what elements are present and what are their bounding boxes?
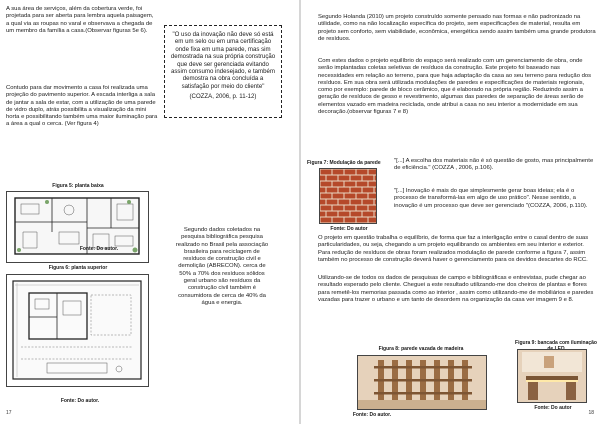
brick	[327, 188, 338, 193]
right-paragraph-3: O projeto em questão trabalha o equilíbrio, de forma que faz a interligação entre o casal dentro de suas particularidades, ou seja, chegando a um projeto equilibrando os ambientes em seu interior e exterior. Para redução de resíduos de obras foram realizados modulação de parede conforme a figura 7, assim também no processo de construção deverá haver o gerenciamento para os devidos descartes do RCC.	[318, 235, 589, 263]
brick	[351, 212, 362, 217]
brick-wall-image	[319, 168, 377, 224]
brick	[363, 188, 374, 193]
brick	[327, 212, 338, 217]
brick	[327, 176, 338, 181]
figure-9-caption: Figura 9: bancada com iluminação	[515, 340, 597, 346]
right-paragraph-2: Com estes dados o projeto equilíbrio do espaço será realizado com um gerenciamento de obra, onde serão implantadas coletas seletivas de resíduos da construção. Este projeto foi baseado nas necessidades em relação ao terreno, para que haja adaptação da casa ao seu terreno para redução dos resíduos. Em sua obra será utilizada modulações de paredes e especificações de materiais regionais, como por exemplo: parede de bloco cerâmico, que é elaborado na própria região. Reduzindo assim a geração de resíduos de gesso e revestimento, algumas das paredes de separação de áreas serão de elementos vazado em madeira reciclada, onde atribui a casa no seu interior a modernidade em sua decoração.(observar figuras 7 e 8)	[318, 58, 592, 116]
brick	[333, 194, 344, 199]
brick	[321, 206, 332, 211]
counter-image	[517, 349, 587, 403]
counter-drawing	[518, 350, 586, 402]
brick	[369, 170, 377, 175]
figure-8-caption: Figura 8: parede vazada de madeira	[378, 346, 464, 352]
page-left	[0, 0, 299, 424]
right-quote-2: "[...] Inovação é mais do que simplesmente gerar boas ideias; ela é o processo de transformá-las em algo de uso prático". Nesse sentido, a inovação é um processo que deve ser gerenciado "(COZZA, 2006, p.110).	[394, 188, 588, 209]
brick	[320, 176, 326, 181]
brick	[321, 218, 332, 223]
brick	[375, 212, 377, 217]
brick	[357, 194, 368, 199]
brick	[321, 170, 332, 175]
figure-5-source: Fonte: Do autor.	[79, 246, 119, 252]
brick	[375, 200, 377, 205]
brick	[369, 218, 377, 223]
brick	[369, 194, 377, 199]
wood-wall-drawing	[358, 356, 486, 409]
figure-7-source: Fonte: Do autor	[330, 226, 368, 232]
brick	[363, 176, 374, 181]
figure-7-caption: Figura 7: Modulação da parede	[307, 160, 381, 166]
brick	[369, 206, 377, 211]
brick	[345, 218, 356, 223]
brick	[333, 206, 344, 211]
brick	[369, 182, 377, 187]
brick	[363, 200, 374, 205]
brick	[351, 176, 362, 181]
figure-5-caption: Figura 5: planta baixa	[52, 183, 104, 189]
brick	[351, 188, 362, 193]
brick	[351, 200, 362, 205]
brick	[321, 194, 332, 199]
upper-plan-image	[6, 274, 149, 387]
brick	[345, 194, 356, 199]
quote-source: (COZZA, 2006, p. 11-12)	[189, 93, 257, 101]
floor-plan-image	[6, 191, 149, 263]
figure-9-source: Fonte: Do autor	[534, 405, 572, 411]
brick	[345, 182, 356, 187]
right-paragraph-1: Segundo Holanda (2010) um projeto construído somente pensado nas formas e não padronizado na utilidade, como na não localização específica do projeto, sem especificações de material, resulta em projeto sem conforto, sem viabilidade, econômica, energética sendo assim também uma grande produtora de resíduos.	[318, 14, 596, 42]
brick	[320, 188, 326, 193]
brick	[339, 200, 350, 205]
brick	[320, 200, 326, 205]
upper-plan-drawing	[7, 275, 148, 386]
left-center-paragraph: Segundo dados coletados na pesquisa bibliográfica pesquisa realizado no Brasil pela associação brasileira para reciclagem de resíduos de construção civil e demolição (ABRECON). cerca de 50% a 70% dos resíduos sólidos geral urbano são resíduos da construção civil também é consumidora de cerca de 40% da água e energia.	[175, 227, 269, 306]
wood-wall-image	[357, 355, 487, 410]
brick	[333, 218, 344, 223]
left-paragraph-2: Contudo para dar movimento a casa foi realizada uma projeção do pavimento superior. A escada interliga a sala de jantar a sala de estar, com a utilização de uma parede de vidro duplo, atrás possibilita a visualização da mini horta e possibilitando também uma maior iluminação para a área a qual o cerca. (Ver figura 4)	[6, 85, 158, 128]
figure-6-caption: Figura 6: planta superior	[48, 265, 108, 271]
brick	[345, 170, 356, 175]
page-right	[301, 0, 600, 424]
brick	[363, 212, 374, 217]
brick	[375, 188, 377, 193]
brick	[333, 170, 344, 175]
figure-6-source: Fonte: Do autor.	[60, 398, 100, 404]
brick	[357, 170, 368, 175]
brick	[357, 206, 368, 211]
right-paragraph-4: Utilizando-se de todos os dados de pesquisas de campo e bibliográficas e entrevistas, pude chegar ao resultado esperado pelo cliente. Cheguei a este resultado utilizando-me dos cheiros de plantas e flores para remetê-los memorias passada como ao interior , assim como utilizando-me de mobiliários e paredes vazadas para trazer o urbano e um tanto de desordem na organização da casa ver imagem 9 e 8.	[318, 275, 594, 303]
brick	[357, 182, 368, 187]
brick	[357, 218, 368, 223]
brick	[375, 176, 377, 181]
page-number-left: 17	[6, 410, 12, 416]
brick	[320, 212, 326, 217]
quote-text: "O uso da inovação não deve só está em um selo ou em uma certificação onde fixa em uma parede, mas sim demostrada na sua própria construção que deve ser gerenciada evitando assim consumo indesejado, e também demostra na obra concluída a satisfação por meio do cliente"	[170, 31, 276, 90]
brick-wall-drawing	[320, 169, 376, 223]
quote-box	[164, 25, 282, 118]
brick	[327, 200, 338, 205]
brick	[339, 176, 350, 181]
page-number-right: 18	[588, 410, 594, 416]
left-paragraph-1: A sua área de serviços, além da cobertura verde, foi projetada para ser aberta para lembra aquela paisagem, a qual via as roupas no varal e observava a chegada de um membro da família a casa.(Observar figuras 5e 6).	[6, 6, 154, 34]
brick	[339, 188, 350, 193]
figure-8-source: Fonte: Do autor.	[352, 412, 392, 418]
brick	[333, 182, 344, 187]
brick	[345, 206, 356, 211]
right-quote-1: "[...] A escolha dos materiais não é só questão de gosto, mas principalmente de eficiência." (COZZA , 2006, p.106).	[394, 158, 594, 172]
brick	[321, 182, 332, 187]
brick	[339, 212, 350, 217]
